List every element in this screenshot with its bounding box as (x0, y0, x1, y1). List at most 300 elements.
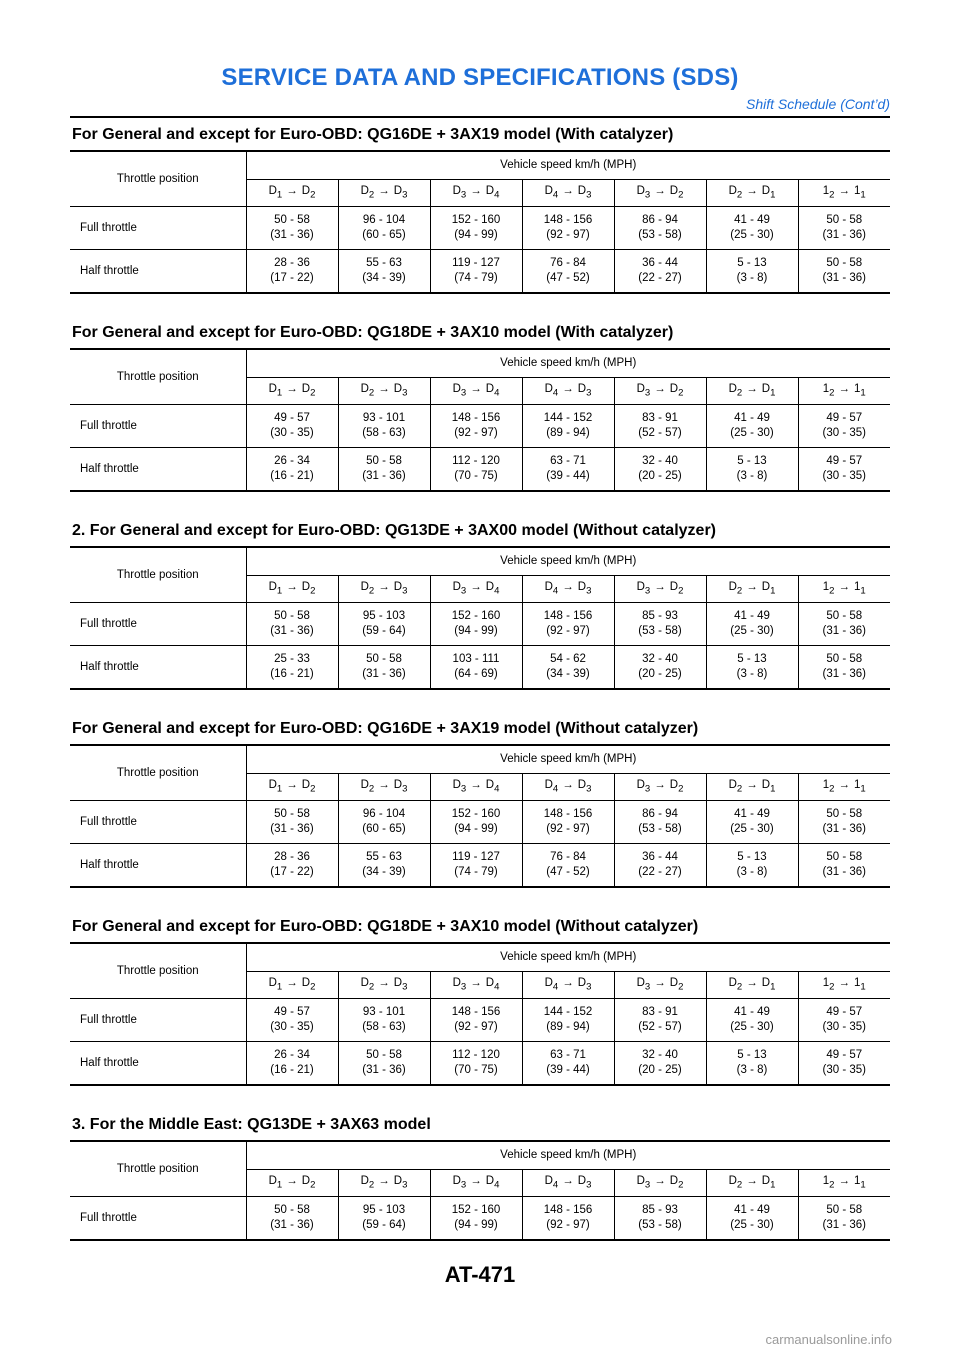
shift-to: D (393, 382, 403, 395)
speed-kmh: 119 - 127 (452, 257, 500, 269)
speed-cell (430, 603, 522, 646)
speed-mph: (39 - 44) (546, 1064, 590, 1076)
shift-schedule-table (70, 744, 890, 888)
speed-mph: (31 - 36) (270, 229, 314, 241)
speed-mph: (34 - 39) (362, 272, 406, 284)
speed-kmh: 41 - 49 (734, 610, 770, 622)
shift-to-sub: 4 (494, 585, 500, 597)
speed-kmh: 32 - 40 (642, 1049, 678, 1061)
shift-from-sub: 3 (460, 783, 467, 795)
speed-kmh: 95 - 103 (362, 1204, 406, 1216)
speed-cell (430, 999, 522, 1042)
speed-kmh: 148 - 156 (451, 412, 501, 424)
arrow-right-icon: → (746, 1174, 758, 1187)
speed-kmh: 5 - 13 (737, 653, 767, 665)
shift-from-sub: 2 (368, 1179, 375, 1191)
shift-from: D (268, 778, 277, 791)
shift-to: D (393, 778, 403, 791)
throttle-label: Half throttle (70, 844, 246, 888)
shift-to: D (669, 184, 679, 197)
shift-to: D (761, 580, 771, 593)
speed-cell (522, 646, 614, 690)
speed-kmh: 85 - 93 (642, 1204, 678, 1216)
speed-cell (246, 207, 338, 250)
shift-to-sub: 2 (678, 783, 684, 795)
speed-kmh: 55 - 63 (366, 257, 402, 269)
shift-to-sub: 3 (586, 981, 592, 993)
shift-to-sub: 2 (678, 387, 684, 399)
shift-column-header (706, 576, 798, 603)
shift-to: D (485, 580, 495, 593)
speed-mph: (53 - 58) (638, 1219, 682, 1231)
shift-from: D (544, 1174, 553, 1187)
shift-from: 1 (822, 184, 830, 197)
shift-to-sub: 1 (860, 981, 866, 993)
shift-column-header (246, 378, 338, 405)
speed-mph: (16 - 21) (270, 470, 314, 482)
shift-to-sub: 1 (860, 585, 866, 597)
shift-to-sub: 1 (770, 783, 776, 795)
speed-mph: (92 - 97) (454, 1021, 498, 1033)
speed-cell (522, 405, 614, 448)
speed-mph: (31 - 36) (362, 668, 406, 680)
shift-to: 1 (854, 1174, 861, 1187)
shift-to: D (485, 184, 495, 197)
shift-from-sub: 2 (829, 783, 835, 795)
speed-kmh: 93 - 101 (362, 412, 406, 424)
table-header-row (70, 349, 890, 378)
shift-from-sub: 1 (276, 1179, 283, 1191)
shift-column-header (430, 972, 522, 999)
speed-kmh: 5 - 13 (737, 851, 767, 863)
shift-to-sub: 1 (770, 1179, 776, 1191)
speed-kmh: 55 - 63 (366, 851, 402, 863)
throttle-position-header: Throttle position (70, 547, 246, 603)
throttle-position-header: Throttle position (70, 745, 246, 801)
arrow-right-icon: → (286, 184, 298, 197)
shift-from: D (544, 184, 553, 197)
shift-to: 1 (854, 580, 861, 593)
speed-cell (430, 1042, 522, 1086)
section-title: For General and except for Euro-OBD: QG16DE + 3AX19 model (With catalyzer) (72, 126, 674, 143)
shift-from-sub: 2 (736, 585, 743, 597)
table-row (70, 603, 890, 646)
shift-from-sub: 3 (644, 783, 651, 795)
speed-cell (430, 207, 522, 250)
shift-to-sub: 3 (402, 981, 408, 993)
shift-schedule-table (70, 348, 890, 492)
speed-kmh: 63 - 71 (550, 455, 586, 467)
arrow-right-icon: → (838, 580, 850, 593)
page-subtitle: Shift Schedule (Cont’d) (746, 96, 890, 112)
vehicle-speed-header: Vehicle speed km/h (MPH) (246, 151, 890, 180)
shift-from-sub: 2 (736, 387, 743, 399)
speed-cell (338, 999, 430, 1042)
shift-column-header (522, 1170, 614, 1197)
shift-column-header (614, 774, 706, 801)
speed-kmh: 152 - 160 (451, 610, 501, 622)
speed-mph: (31 - 36) (362, 1064, 406, 1076)
speed-cell (706, 250, 798, 294)
shift-to-sub: 4 (494, 1179, 500, 1191)
spec-section (70, 714, 890, 888)
speed-cell (522, 1042, 614, 1086)
speed-mph: (34 - 39) (362, 866, 406, 878)
speed-kmh: 5 - 13 (737, 1049, 767, 1061)
speed-mph: (30 - 35) (822, 427, 866, 439)
speed-kmh: 93 - 101 (362, 1006, 406, 1018)
shift-column-header (614, 180, 706, 207)
shift-column-header (522, 774, 614, 801)
speed-cell (522, 844, 614, 888)
shift-from-sub: 2 (829, 189, 835, 201)
watermark-text[interactable]: carmanualsonline.info (765, 1332, 892, 1347)
shift-from-sub: 3 (644, 981, 651, 993)
speed-cell (522, 250, 614, 294)
shift-to: 1 (854, 382, 861, 395)
shift-from: D (268, 976, 277, 989)
speed-kmh: 50 - 58 (826, 257, 863, 269)
speed-kmh: 152 - 160 (451, 808, 501, 820)
arrow-right-icon: → (654, 382, 666, 395)
speed-mph: (22 - 27) (638, 866, 682, 878)
shift-to: D (761, 184, 771, 197)
shift-from-sub: 2 (368, 783, 375, 795)
table-row (70, 405, 890, 448)
shift-to: D (577, 382, 587, 395)
speed-cell (798, 801, 890, 844)
arrow-right-icon: → (746, 184, 758, 197)
shift-from: D (452, 580, 461, 593)
shift-schedule-table (70, 546, 890, 690)
shift-from-sub: 3 (460, 1179, 467, 1191)
speed-cell (614, 1042, 706, 1086)
shift-to-sub: 2 (310, 783, 316, 795)
shift-from: D (728, 184, 737, 197)
vehicle-speed-header: Vehicle speed km/h (MPH) (246, 547, 890, 576)
shift-column-header (706, 378, 798, 405)
speed-cell (614, 844, 706, 888)
spec-section (70, 1110, 890, 1241)
shift-to: D (761, 778, 771, 791)
speed-mph: (92 - 97) (546, 625, 590, 637)
speed-kmh: 83 - 91 (642, 1006, 678, 1018)
shift-from: D (452, 382, 461, 395)
shift-column-header (798, 774, 890, 801)
speed-cell (338, 801, 430, 844)
arrow-right-icon: → (470, 184, 482, 197)
speed-mph: (20 - 25) (638, 470, 682, 482)
throttle-label: Half throttle (70, 1042, 246, 1086)
shift-column-header (338, 972, 430, 999)
shift-schedule-table (70, 150, 890, 294)
section-title: 3. For the Middle East: QG13DE + 3AX63 model (72, 1116, 431, 1133)
speed-cell (338, 448, 430, 492)
shift-from-sub: 2 (829, 1179, 835, 1191)
speed-kmh: 50 - 58 (826, 808, 863, 820)
throttle-position-header: Throttle position (70, 1141, 246, 1197)
speed-mph: (30 - 35) (270, 427, 314, 439)
section-gap (70, 888, 890, 912)
speed-mph: (59 - 64) (362, 625, 406, 637)
shift-from: D (268, 580, 277, 593)
speed-kmh: 50 - 58 (826, 1204, 863, 1216)
arrow-right-icon: → (746, 778, 758, 791)
shift-column-header (798, 576, 890, 603)
speed-cell (614, 801, 706, 844)
speed-kmh: 148 - 156 (543, 610, 593, 622)
speed-kmh: 32 - 40 (642, 455, 678, 467)
shift-column-header (430, 774, 522, 801)
section-title: For General and except for Euro-OBD: QG18DE + 3AX10 model (With catalyzer) (72, 324, 674, 341)
speed-kmh: 96 - 104 (362, 808, 406, 820)
speed-mph: (31 - 36) (822, 1219, 866, 1231)
shift-to-sub: 1 (860, 387, 866, 399)
speed-kmh: 50 - 58 (366, 653, 402, 665)
speed-kmh: 41 - 49 (734, 1204, 770, 1216)
arrow-right-icon: → (378, 580, 390, 593)
speed-cell (522, 448, 614, 492)
speed-mph: (92 - 97) (454, 427, 498, 439)
speed-kmh: 50 - 58 (274, 610, 310, 622)
arrow-right-icon: → (746, 382, 758, 395)
arrow-right-icon: → (470, 976, 482, 989)
shift-from: D (728, 976, 737, 989)
shift-to: D (577, 976, 587, 989)
speed-kmh: 112 - 120 (452, 455, 500, 467)
shift-from-sub: 3 (644, 189, 651, 201)
speed-mph: (31 - 36) (822, 668, 866, 680)
shift-from: D (544, 382, 553, 395)
speed-cell (338, 1042, 430, 1086)
speed-kmh: 41 - 49 (734, 412, 770, 424)
speed-mph: (52 - 57) (638, 1021, 682, 1033)
speed-mph: (53 - 58) (638, 229, 682, 241)
arrow-right-icon: → (562, 382, 574, 395)
shift-to-sub: 1 (860, 783, 866, 795)
speed-mph: (74 - 79) (454, 272, 498, 284)
speed-kmh: 63 - 71 (550, 1049, 586, 1061)
arrow-right-icon: → (838, 976, 850, 989)
arrow-right-icon: → (470, 778, 482, 791)
arrow-right-icon: → (470, 382, 482, 395)
shift-to-sub: 2 (678, 585, 684, 597)
shift-to: D (301, 976, 311, 989)
shift-from: D (268, 382, 277, 395)
speed-kmh: 41 - 49 (734, 1006, 770, 1018)
shift-from: D (636, 184, 645, 197)
speed-cell (614, 603, 706, 646)
speed-mph: (25 - 30) (730, 823, 774, 835)
shift-to: D (301, 580, 311, 593)
arrow-right-icon: → (378, 976, 390, 989)
speed-kmh: 50 - 58 (826, 214, 863, 226)
speed-mph: (31 - 36) (822, 229, 866, 241)
speed-cell (706, 801, 798, 844)
speed-kmh: 5 - 13 (737, 455, 767, 467)
speed-kmh: 49 - 57 (274, 412, 310, 424)
speed-mph: (31 - 36) (822, 866, 866, 878)
section-gap (70, 690, 890, 714)
speed-mph: (94 - 99) (454, 823, 498, 835)
speed-mph: (30 - 35) (822, 1021, 866, 1033)
speed-mph: (89 - 94) (546, 1021, 590, 1033)
shift-from: 1 (822, 382, 830, 395)
speed-mph: (92 - 97) (546, 229, 590, 241)
shift-to-sub: 2 (678, 981, 684, 993)
shift-column-header (614, 1170, 706, 1197)
shift-to-sub: 1 (770, 585, 776, 597)
speed-kmh: 148 - 156 (451, 1006, 501, 1018)
shift-from-sub: 2 (736, 1179, 743, 1191)
spec-section (70, 120, 890, 294)
speed-cell (614, 448, 706, 492)
shift-to: D (301, 778, 311, 791)
arrow-right-icon: → (378, 184, 390, 197)
shift-column-header (798, 180, 890, 207)
shift-from-sub: 3 (460, 585, 467, 597)
speed-kmh: 28 - 36 (274, 851, 310, 863)
arrow-right-icon: → (378, 1174, 390, 1187)
shift-to-sub: 3 (402, 783, 408, 795)
shift-from: D (636, 382, 645, 395)
shift-column-header (614, 972, 706, 999)
shift-to-sub: 3 (586, 783, 592, 795)
speed-kmh: 26 - 34 (274, 1049, 310, 1061)
section-title: For General and except for Euro-OBD: QG18DE + 3AX10 model (Without catalyzer) (72, 918, 699, 935)
speed-mph: (52 - 57) (638, 427, 682, 439)
shift-to-sub: 3 (586, 387, 592, 399)
shift-from-sub: 3 (460, 387, 467, 399)
speed-mph: (39 - 44) (546, 470, 590, 482)
shift-to: D (393, 184, 403, 197)
header-rule (70, 116, 890, 118)
shift-column-header (706, 972, 798, 999)
shift-from: D (728, 580, 737, 593)
shift-to: D (761, 1174, 771, 1187)
table-row (70, 646, 890, 690)
shift-column-header (430, 576, 522, 603)
speed-cell (246, 250, 338, 294)
speed-cell (798, 250, 890, 294)
page-section-title: SERVICE DATA AND SPECIFICATIONS (SDS) (221, 64, 739, 91)
shift-to-sub: 2 (310, 1179, 316, 1191)
table-header-row (70, 1141, 890, 1170)
speed-kmh: 76 - 84 (550, 257, 586, 269)
speed-mph: (31 - 36) (270, 823, 314, 835)
speed-mph: (34 - 39) (546, 668, 590, 680)
speed-kmh: 50 - 58 (826, 653, 863, 665)
shift-to: D (301, 382, 311, 395)
speed-kmh: 152 - 160 (451, 214, 501, 226)
speed-mph: (60 - 65) (362, 229, 406, 241)
arrow-right-icon: → (654, 778, 666, 791)
speed-cell (246, 646, 338, 690)
shift-from-sub: 2 (736, 783, 743, 795)
table-row (70, 448, 890, 492)
shift-to: D (485, 1174, 495, 1187)
speed-cell (798, 844, 890, 888)
speed-kmh: 41 - 49 (734, 214, 770, 226)
speed-cell (522, 999, 614, 1042)
shift-to: D (577, 580, 587, 593)
shift-column-header (430, 180, 522, 207)
speed-cell (798, 207, 890, 250)
shift-to: D (393, 1174, 403, 1187)
shift-from: D (728, 1174, 737, 1187)
speed-mph: (25 - 30) (730, 1219, 774, 1231)
speed-mph: (22 - 27) (638, 272, 682, 284)
arrow-right-icon: → (838, 1174, 850, 1187)
speed-cell (522, 603, 614, 646)
speed-mph: (3 - 8) (736, 668, 768, 680)
shift-from-sub: 1 (276, 189, 283, 201)
speed-kmh: 144 - 152 (543, 1006, 593, 1018)
speed-cell (522, 1197, 614, 1241)
shift-to-sub: 3 (586, 585, 592, 597)
shift-from: D (544, 778, 553, 791)
shift-to-sub: 3 (402, 387, 408, 399)
speed-kmh: 49 - 57 (274, 1006, 310, 1018)
shift-to-sub: 2 (310, 387, 316, 399)
shift-to-sub: 4 (494, 981, 500, 993)
shift-from-sub: 2 (829, 981, 835, 993)
vehicle-speed-header: Vehicle speed km/h (MPH) (246, 349, 890, 378)
page-number: AT-471 (444, 1262, 516, 1287)
shift-from: D (360, 184, 369, 197)
arrow-right-icon: → (654, 184, 666, 197)
arrow-right-icon: → (378, 778, 390, 791)
shift-from: D (452, 1174, 461, 1187)
shift-from-sub: 2 (368, 189, 375, 201)
shift-to-sub: 2 (310, 585, 316, 597)
speed-mph: (74 - 79) (454, 866, 498, 878)
speed-mph: (92 - 97) (546, 823, 590, 835)
speed-kmh: 32 - 40 (642, 653, 678, 665)
speed-cell (706, 448, 798, 492)
shift-column-header (522, 972, 614, 999)
speed-kmh: 144 - 152 (543, 412, 593, 424)
speed-mph: (58 - 63) (362, 1021, 406, 1033)
shift-from-sub: 1 (276, 981, 283, 993)
spec-section (70, 912, 890, 1086)
speed-mph: (94 - 99) (454, 625, 498, 637)
shift-from-sub: 3 (644, 1179, 651, 1191)
shift-to-sub: 2 (310, 981, 316, 993)
shift-from: D (728, 382, 737, 395)
arrow-right-icon: → (562, 1174, 574, 1187)
speed-kmh: 83 - 91 (642, 412, 678, 424)
shift-schedule-table (70, 942, 890, 1086)
shift-to-sub: 1 (770, 981, 776, 993)
speed-cell (798, 999, 890, 1042)
speed-cell (246, 405, 338, 448)
shift-column-header (338, 576, 430, 603)
arrow-right-icon: → (838, 184, 850, 197)
table-header-row (70, 151, 890, 180)
speed-mph: (31 - 36) (270, 1219, 314, 1231)
shift-from: D (268, 184, 277, 197)
speed-kmh: 50 - 58 (826, 610, 863, 622)
speed-mph: (30 - 35) (822, 470, 866, 482)
speed-mph: (30 - 35) (270, 1021, 314, 1033)
speed-cell (430, 250, 522, 294)
throttle-position-header: Throttle position (70, 349, 246, 405)
shift-column-header (798, 378, 890, 405)
speed-mph: (94 - 99) (454, 229, 498, 241)
speed-kmh: 50 - 58 (366, 1049, 402, 1061)
shift-from: D (360, 976, 369, 989)
